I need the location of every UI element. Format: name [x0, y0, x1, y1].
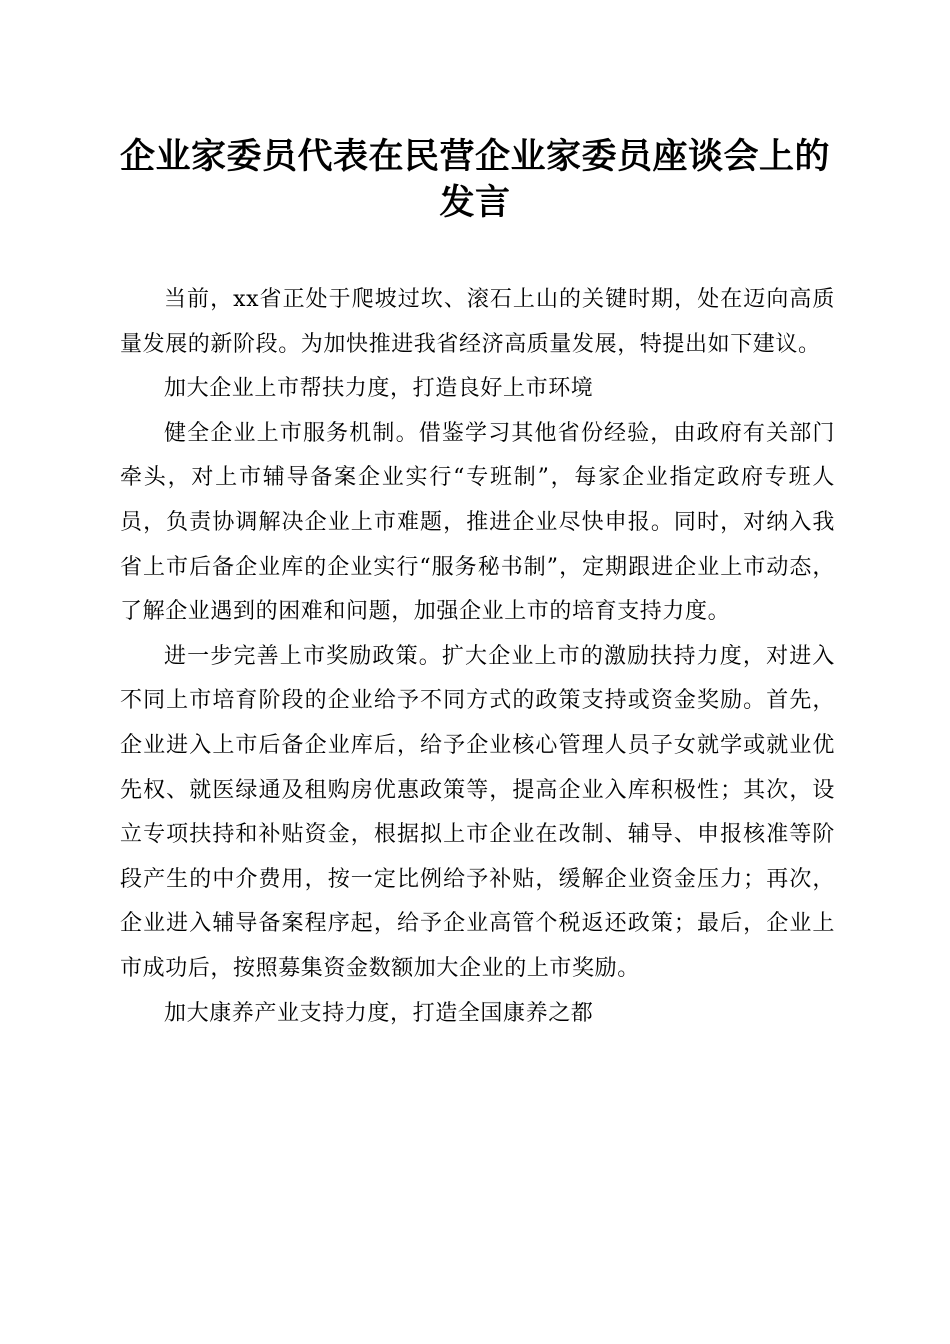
document-body	[120, 278, 835, 1036]
title-line-1: 企业家委员代表在民营企业家委员座谈会上的	[119, 136, 830, 177]
section-heading-listing-support: 加大企业上市帮扶力度，打造良好上市环境	[164, 376, 594, 402]
title-line-2: 发言	[439, 182, 511, 223]
paragraph-intro: 当前，xx省正处于爬坡过坎、滚石上山的关键时期，处在迈向高质量发展的新阶段。为加快推进我省经济高质量发展，特提出如下建议。	[120, 287, 835, 357]
paragraph-reward-policy: 进一步完善上市奖励政策。扩大企业上市的激励扶持力度，对进入不同上市培育阶段的企业给予不同方式的政策支持或资金奖励。首先，企业进入上市后备企业库后，给予企业核心管理人员子女就学或就业优先权、就医绿通及租购房优惠政策等，提高企业入库积极性；其次，设立专项扶持和补贴资金，根据拟上市企业在改制、辅导、申报核准等阶段产生的中介费用，按一定比例给予补贴，缓解企业资金压力；再次，企业进入辅导备案程序起，给予企业高管个税返还政策；最后，企业上市成功后，按照募集资金数额加大企业的上市奖励。	[120, 643, 835, 981]
paragraph-service-mechanism: 健全企业上市服务机制。借鉴学习其他省份经验，由政府有关部门牵头，对上市辅导备案企业实行“专班制”，每家企业指定政府专班人员，负责协调解决企业上市难题，推进企业尽快申报。同时，对纳入我省上市后备企业库的企业实行“服务秘书制”，定期跟进企业上市动态，了解企业遇到的困难和问题，加强企业上市的培育支持力度。	[120, 420, 835, 625]
section-heading-wellness-industry: 加大康养产业支持力度，打造全国康养之都	[164, 1000, 594, 1026]
document-title	[100, 134, 850, 226]
